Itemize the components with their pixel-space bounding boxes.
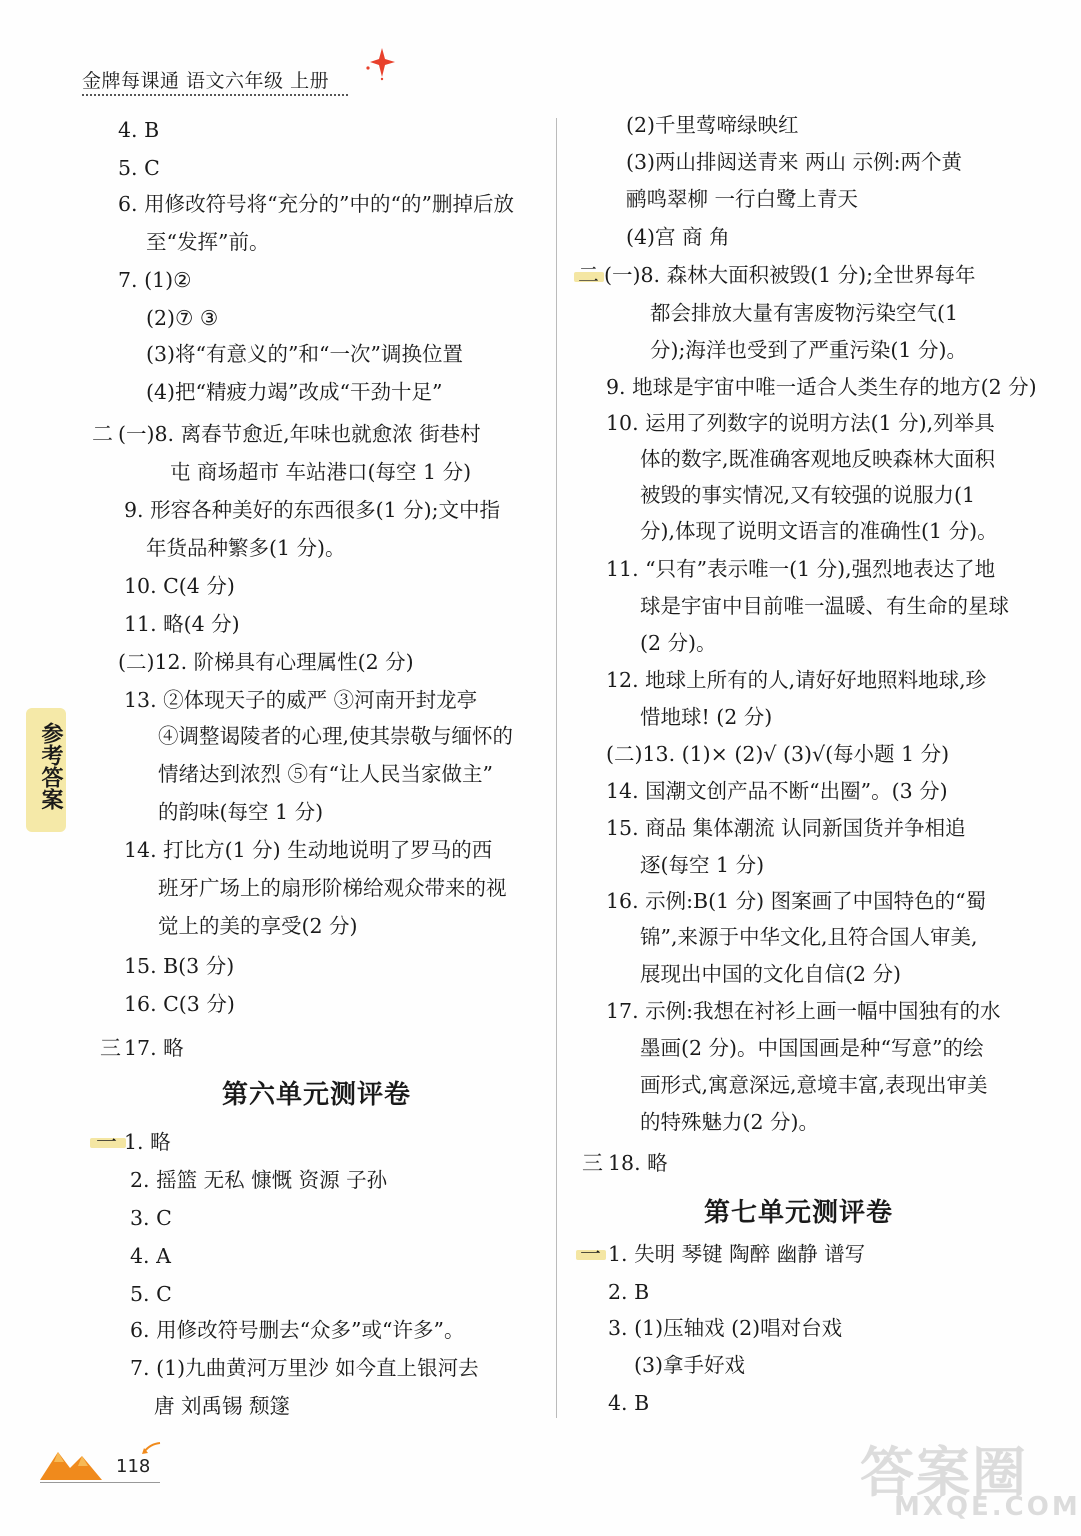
section-marker: 三 (100, 1036, 121, 1060)
answer-line: 画形式,寓意深远,意境丰富,表现出审美 (640, 1073, 988, 1097)
watermark-text: 答案圈 (860, 1441, 1028, 1504)
answer-line: (2)千里莺啼绿映红 (626, 113, 799, 137)
section-marker: 三 (582, 1151, 603, 1175)
answer-line: 鹂鸣翠柳 一行白鹭上青天 (626, 187, 859, 211)
answer-line: (3)将“有意义的”和“一次”调换位置 (146, 342, 463, 366)
answer-line: (2)⑦ ③ (146, 306, 219, 330)
answer-line: 10. C(4 分) (124, 574, 235, 598)
answer-line: 16. 示例:B(1 分) 图案画了中国特色的“蜀 (606, 889, 987, 913)
answer-line: 1. 失明 琴键 陶醉 幽静 谱写 (608, 1242, 866, 1266)
answer-line: (二)13. (1)× (2)√ (3)√(每小题 1 分) (606, 742, 950, 766)
answer-line: (4)宫 商 角 (626, 225, 730, 249)
answer-line: 11. “只有”表示唯一(1 分),强烈地表达了地 (606, 557, 996, 581)
answer-line: (一)8. 离春节愈近,年味也就愈浓 街巷村 (118, 422, 481, 446)
answer-line: 觉上的美的享受(2 分) (158, 914, 358, 938)
star-icon (362, 46, 396, 80)
section-title-unit-7: 第七单元测评卷 (704, 1198, 894, 1228)
answer-line: 12. 地球上所有的人,请好好地照料地球,珍 (606, 668, 987, 692)
answer-line: 11. 略(4 分) (124, 612, 240, 636)
answer-line: 体的数字,既准确客观地反映森林大面积 (640, 447, 996, 471)
page-header (82, 62, 348, 96)
page-number: 118 (116, 1456, 151, 1477)
answer-line: 14. 国潮文创产品不断“出圈”。(3 分) (606, 779, 948, 803)
answer-line: 18. 略 (608, 1151, 668, 1175)
arrow-icon (140, 1440, 162, 1458)
mountain-icon (40, 1446, 110, 1482)
watermark (860, 1430, 1081, 1530)
header-title: 金牌每课通 语文六年级 上册 (82, 70, 330, 92)
answer-line: 情绪达到浓烈 ⑤有“让人民当家做主” (158, 762, 493, 786)
answer-line: 9. 形容各种美好的东西很多(1 分);文中指 (124, 498, 501, 522)
answer-line: 7. (1)九曲黄河万里沙 如今直上银河去 (130, 1356, 479, 1380)
section-marker: 一 (580, 1242, 601, 1266)
answer-line: (2 分)。 (640, 631, 717, 655)
answer-line: 展现出中国的文化自信(2 分) (640, 962, 902, 986)
answer-line: 13. ②体现天子的威严 ③河南开封龙亭 (124, 688, 478, 712)
answer-line: 的特殊魅力(2 分)。 (640, 1110, 820, 1134)
answer-line: 15. B(3 分) (124, 954, 235, 978)
answer-line: 唐 刘禹锡 颓篴 (154, 1394, 291, 1418)
answer-line: 分),体现了说明文语言的准确性(1 分)。 (640, 519, 998, 543)
answer-line: 年货品种繁多(1 分)。 (146, 536, 346, 560)
answer-line: ④调整谒陵者的心理,使其崇敬与缅怀的 (158, 724, 514, 748)
answer-line: (二)12. 阶梯具有心理属性(2 分) (118, 650, 414, 674)
answer-line: 被毁的事实情况,又有较强的说服力(1 (640, 483, 976, 507)
answer-line: (3)拿手好戏 (634, 1353, 746, 1377)
answer-line: 5. C (118, 156, 160, 180)
answer-line: (一)8. 森林大面积被毁(1 分);全世界每年 (604, 263, 976, 287)
answer-line: 2. B (608, 1280, 650, 1304)
answer-line: 锦”,来源于中华文化,且符合国人审美, (640, 925, 978, 949)
section-title-unit-6: 第六单元测评卷 (222, 1080, 412, 1110)
answer-line: (3)两山排闼送青来 两山 示例:两个黄 (626, 150, 962, 174)
answer-line: 墨画(2 分)。中国国画是种“写意”的绘 (640, 1036, 984, 1060)
answer-line: 17. 示例:我想在衬衫上画一幅中国独有的水 (606, 999, 1001, 1023)
answer-line: 4. B (118, 118, 160, 142)
header-underline (82, 94, 348, 96)
answer-line: 球是宇宙中目前唯一温暖、有生命的星球 (640, 594, 1009, 618)
answer-line: 16. C(3 分) (124, 992, 235, 1016)
answer-line: 17. 略 (124, 1036, 184, 1060)
answer-line: 6. 用修改符号将“充分的”中的“的”删掉后放 (118, 192, 514, 216)
answer-line: 4. A (130, 1244, 171, 1268)
footer-line (40, 1482, 160, 1483)
answer-line: 5. C (130, 1282, 172, 1306)
answer-line: 惜地球! (2 分) (640, 705, 773, 729)
section-marker: 一 (96, 1130, 117, 1154)
section-marker: 二 (92, 422, 113, 446)
answer-line: 的韵味(每空 1 分) (158, 800, 324, 824)
answer-line: 逐(每空 1 分) (640, 853, 765, 877)
answer-line: 3. (1)压轴戏 (2)唱对台戏 (608, 1316, 843, 1340)
side-tab-label: 参考答案 (38, 722, 63, 810)
answer-line: 都会排放大量有害废物污染空气(1 (650, 301, 959, 325)
answer-line: (4)把“精疲力竭”改成“干劲十足” (146, 380, 443, 404)
answer-line: 15. 商品 集体潮流 认同新国货并争相追 (606, 816, 966, 840)
watermark-url: MXQE.COM (894, 1492, 1081, 1522)
answer-line: 9. 地球是宇宙中唯一适合人类生存的地方(2 分) (606, 375, 1037, 399)
answer-line: 1. 略 (124, 1130, 171, 1154)
answer-line: 分);海洋也受到了严重污染(1 分)。 (650, 338, 967, 362)
answer-line: 7. (1)② (118, 268, 192, 292)
answer-line: 屯 商场超市 车站港口(每空 1 分) (170, 460, 472, 484)
answer-line: 班牙广场上的扇形阶梯给观众带来的视 (158, 876, 507, 900)
answer-line: 14. 打比方(1 分) 生动地说明了罗马的西 (124, 838, 493, 862)
answer-line: 2. 摇篮 无私 慷慨 资源 子孙 (130, 1168, 388, 1192)
column-divider (556, 118, 557, 1418)
section-marker: 二 (578, 263, 599, 287)
answer-line: 10. 运用了列数字的说明方法(1 分),列举具 (606, 411, 995, 435)
answer-line: 4. B (608, 1391, 650, 1415)
answer-line: 3. C (130, 1206, 172, 1230)
answer-line: 6. 用修改符号删去“众多”或“许多”。 (130, 1318, 465, 1342)
answer-line: 至“发挥”前。 (146, 230, 270, 254)
